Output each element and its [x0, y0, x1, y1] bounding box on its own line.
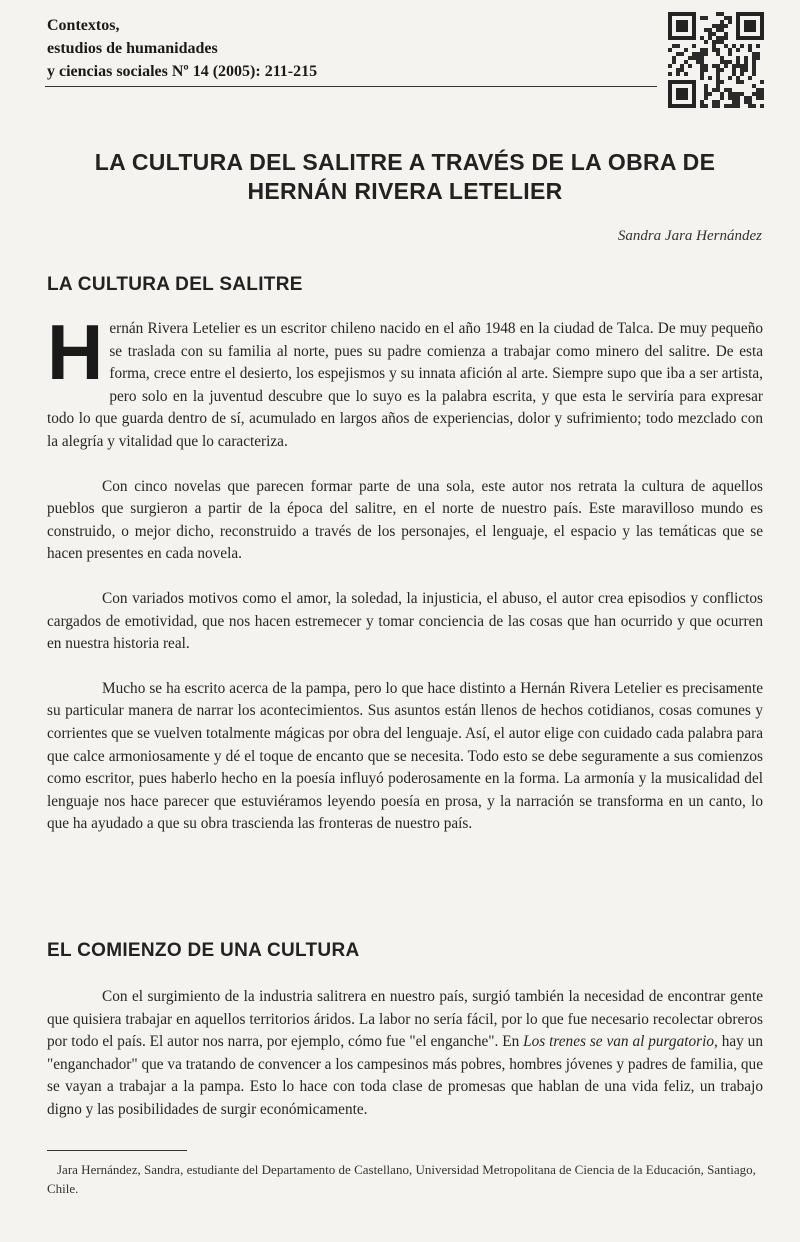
- paragraph-3: Con variados motivos como el amor, la soledad, la injusticia, el abuso, el autor crea episodios y conflictos cargados de emotividad, que nos hacen estremecer y tomar conciencia de las cosas que han ocurrido y que ocurren en nuestra historia real.: [47, 589, 763, 653]
- paragraph-5: [47, 986, 763, 1122]
- article-title: [60, 148, 750, 206]
- drop-cap: H: [47, 308, 104, 396]
- journal-subtitle: estudios de humanidades: [47, 40, 218, 57]
- section-heading-2: EL COMIENZO DE UNA CULTURA: [47, 940, 360, 961]
- author-name: Sandra Jara Hernández: [617, 228, 762, 244]
- paragraph-5-text-a: Con el surgimiento de la industria salitrera en nuestro país, surgió también la necesidad de encontrar gente que quisiera trabajar en aquellos territorios áridos. La labor no sería fácil, por lo que fue necesario recolectar obreros por todo el país. El autor nos narra, por ejemplo, cómo fue "el enganche". En: [47, 988, 763, 1051]
- book-title-italic: Los trenes se van al purgatorio: [523, 1033, 714, 1051]
- footnote: Jara Hernández, Sandra, estudiante del Departamento de Castellano, Universidad Metropolitana de Ciencia de la Educación, Santiago, Chile.: [47, 1162, 756, 1196]
- paragraph-2: Con cinco novelas que parecen formar parte de una sola, este autor nos retrata la cultura de aquellos pueblos que surgieron a partir de la época del salitre, en el norte de nuestro país. Este maravilloso mundo es construido, o mejor dicho, reconstruido a través de los personajes, el lenguaje, el espacio y las temáticas que se hacen presentes en cada novela.: [47, 477, 763, 563]
- header-divider: [45, 86, 657, 87]
- footnote-divider: [47, 1150, 187, 1151]
- section-heading-1: LA CULTURA DEL SALITRE: [47, 274, 303, 295]
- paragraph-5-text-b: , hay un "enganchador" que va tratando de convencer a los campesinos más pobres, hombres jóvenes y padres de familia, que se vayan a trabajar a la pampa. Esto lo hace con toda clase de promesas que hablan de una vida feliz, un trabajo digno y las posibilidades de surgir económicamente.: [47, 1033, 763, 1118]
- section-1-body: [47, 308, 763, 836]
- title-line-1: LA CULTURA DEL SALITRE A TRAVÉS DE LA OBRA DE: [94, 149, 716, 175]
- section-2-body: [47, 986, 763, 1122]
- paragraph-1: [47, 308, 763, 454]
- qr-code-icon: [668, 12, 764, 108]
- paragraph-1-text: ernán Rivera Letelier es un escritor chileno nacido en el año 1948 en la ciudad de Talca. De muy pequeño se traslada con su familia al norte, pues su padre comienza a trabajar como minero del salitre. De esta forma, crece entre el desierto, los espejismos y su innata afición al arte. Siempre supo que iba a ser artista, pero solo en la juventud descubre que lo suyo es la palabra escrita, y que esta le serviría para expresar todo lo que guarda dentro de sí, acumulado en largos años de experiencias, dolor y sufrimiento; todo mezclado con la alegría y vitalidad que lo caracteriza.: [47, 320, 763, 450]
- journal-issue: y ciencias sociales Nº 14 (2005): 211-215: [47, 63, 318, 80]
- journal-name: Contextos,: [47, 17, 120, 34]
- paragraph-4: Mucho se ha escrito acerca de la pampa, pero lo que hace distinto a Hernán Rivera Letelier es precisamente su particular manera de narrar los acontecimientos. Sus asuntos están llenos de hechos cotidianos, cosas comunes y corrientes que se vuelven totalmente mágicas por obra del lenguaje. Así, el autor elige con cuidado cada palabra para que calce armoniosamente y dé el toque de encanto que se necesita. Todo esto se debe seguramente a sus comienzos como escritor, pues haberlo hecho en la poesía influyó poderosamente en la forma. La armonía y la musicalidad del lenguaje nos hace parecer que estuviéramos leyendo poesía en prosa, y la narración se transforma en un canto, lo que ha ayudado a que su obra trascienda las fronteras de nuestro país.: [47, 679, 763, 833]
- journal-header: [47, 14, 317, 83]
- title-line-2: HERNÁN RIVERA LETELIER: [247, 178, 563, 204]
